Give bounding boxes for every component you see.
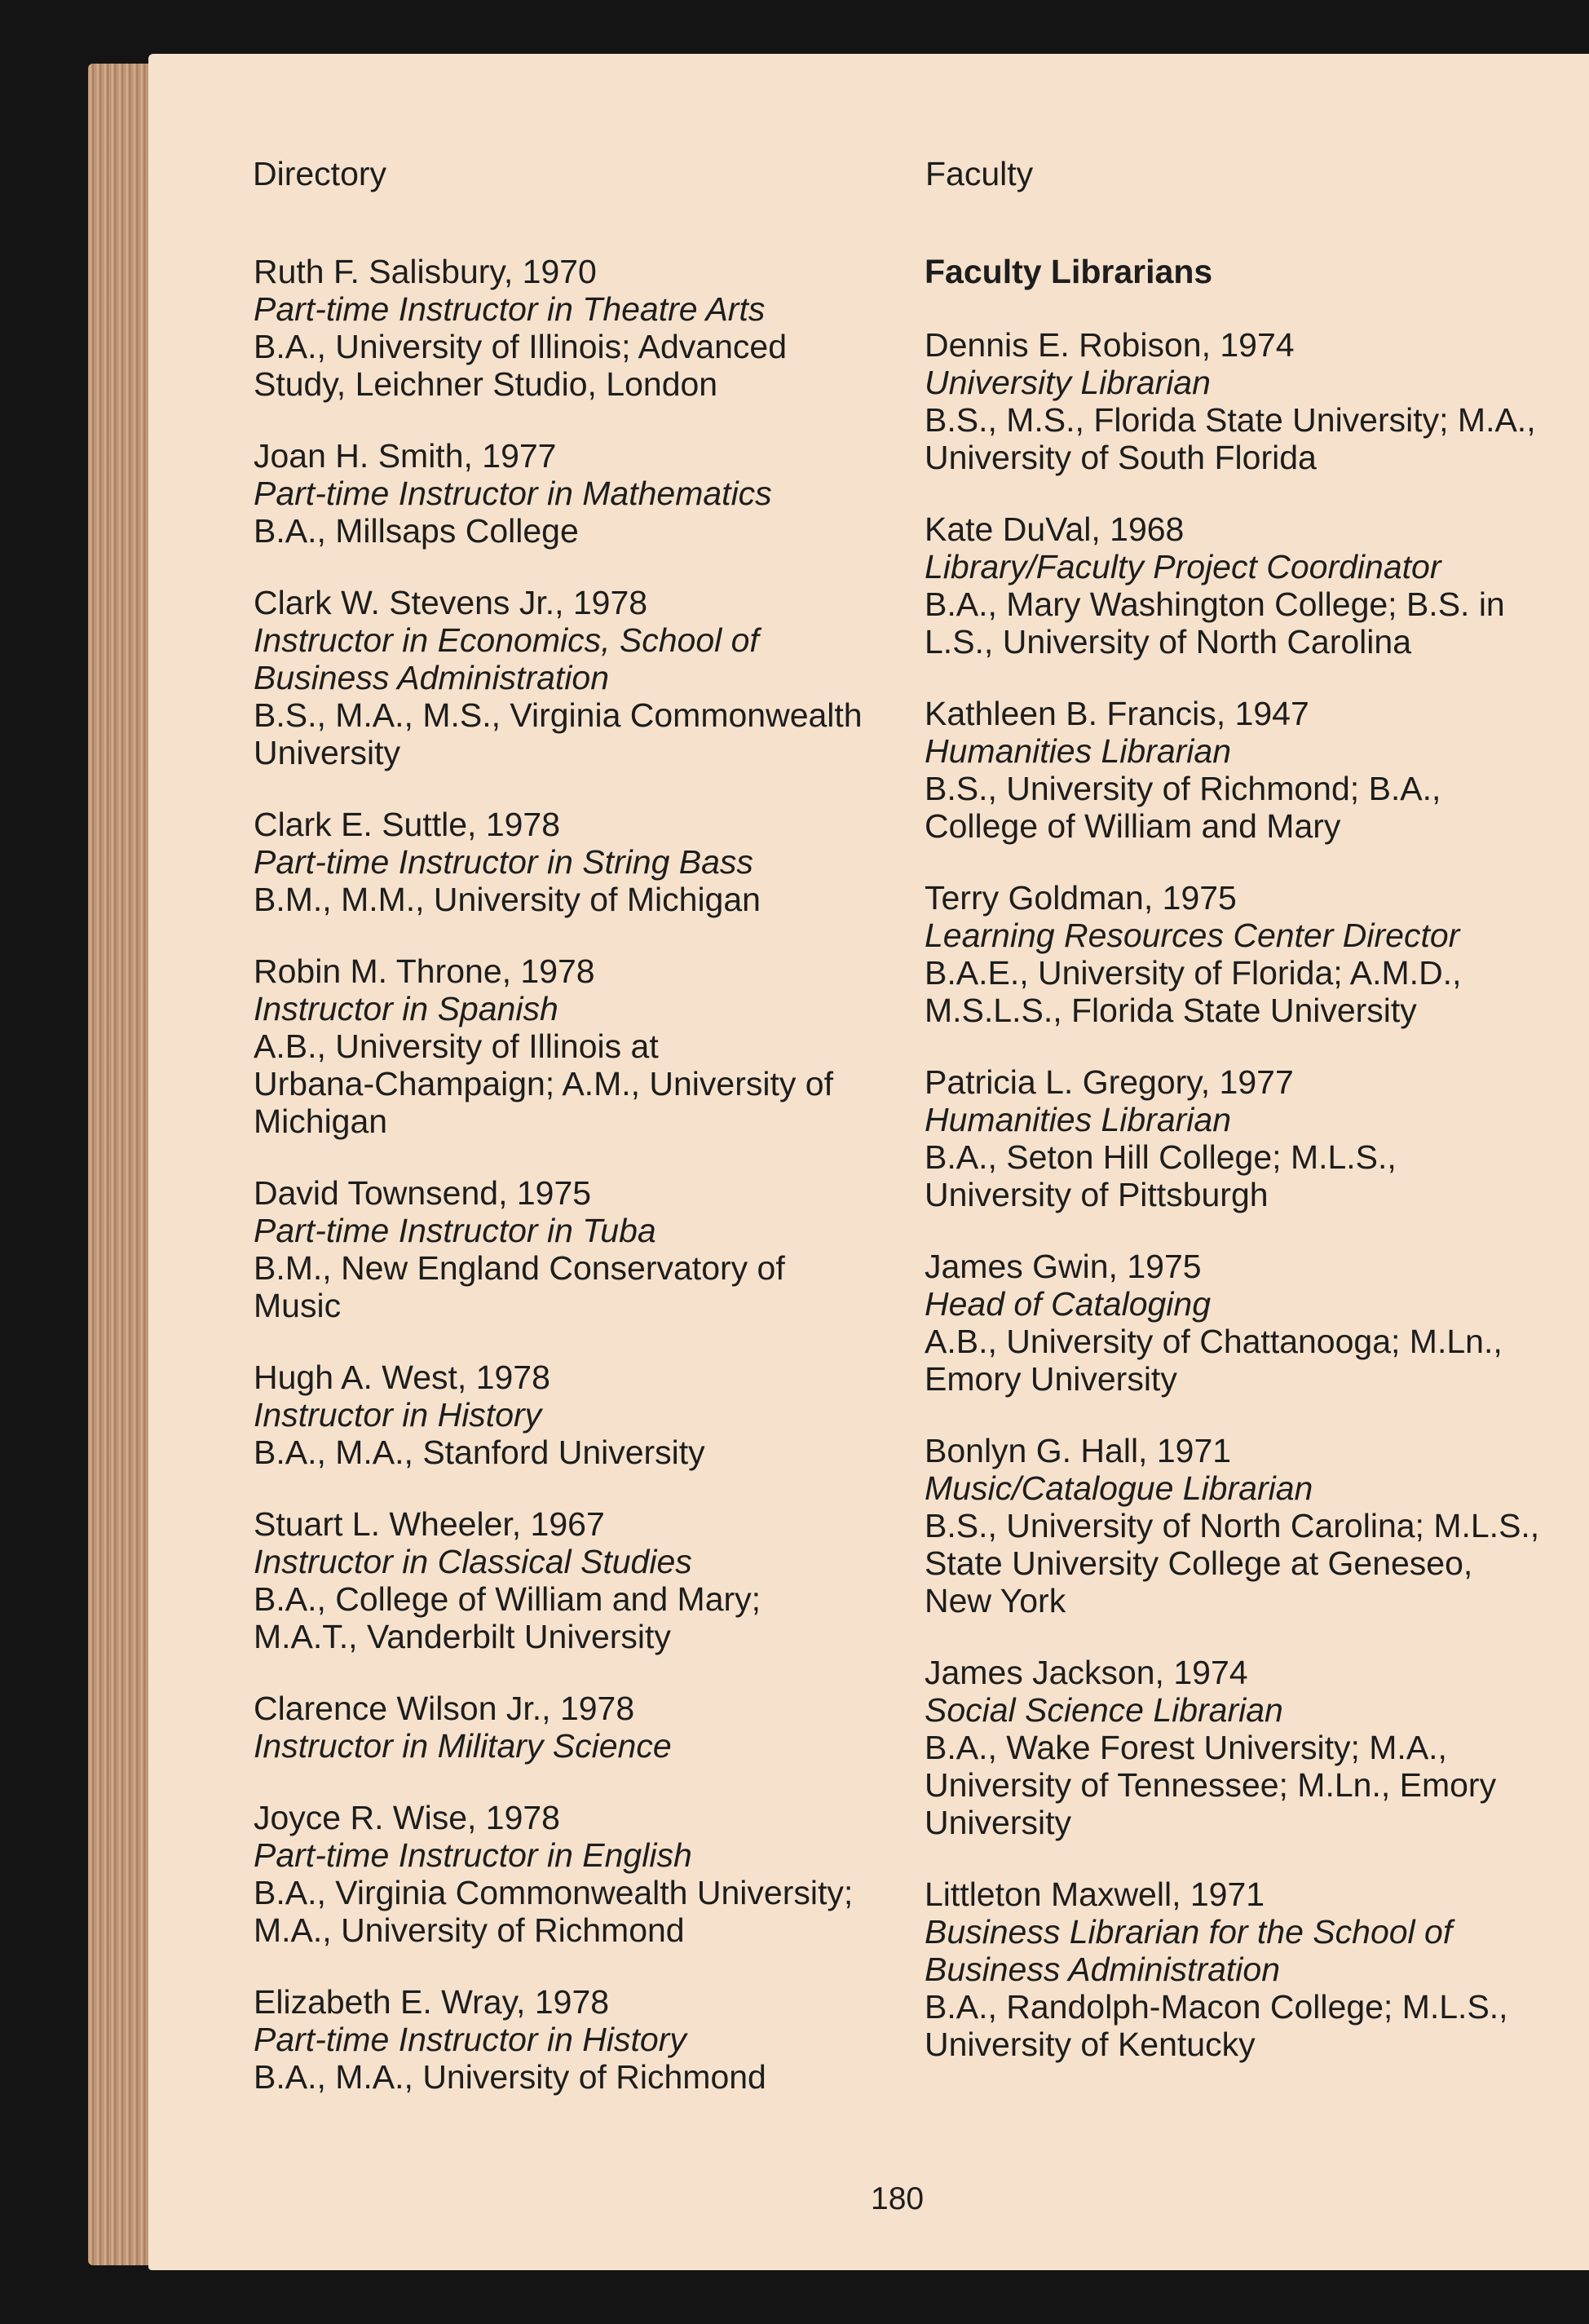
entry-name: Kathleen B. Francis, 1947 (925, 695, 1309, 732)
left-column (254, 253, 906, 2130)
entry-title: Business Administration (925, 1951, 1281, 1988)
entry-degree-line: L.S., University of North Carolina (925, 623, 1412, 661)
entry-degree-line: B.S., M.S., Florida State University; M.A., (925, 401, 1536, 439)
entry-name: James Gwin, 1975 (925, 1248, 1202, 1285)
entry-title: Social Science Librarian (925, 1691, 1283, 1729)
directory-entry (925, 326, 1577, 476)
entry-degree-line: Michigan (254, 1102, 388, 1140)
entry-name: Ruth F. Salisbury, 1970 (254, 253, 597, 290)
running-head-left: Directory (253, 155, 387, 192)
entry-degree-line: State University College at Geneseo, (925, 1544, 1473, 1582)
entry-title: Instructor in Military Science (254, 1727, 672, 1765)
entry-name: Patricia L. Gregory, 1977 (925, 1063, 1294, 1101)
entry-degree-line: University (925, 1804, 1071, 1841)
directory-entry (254, 1359, 906, 1471)
entry-degree-line: B.A., M.A., University of Richmond (254, 2058, 766, 2096)
entry-degree-line: Music (254, 1287, 342, 1324)
directory-entry (925, 695, 1577, 845)
entry-degree-line: B.A., College of William and Mary; (254, 1580, 761, 1618)
entry-degree-line: B.S., University of North Carolina; M.L.S., (925, 1507, 1540, 1544)
directory-entry (254, 1690, 906, 1765)
entry-degree-line: A.B., University of Chattanooga; M.Ln., (925, 1323, 1503, 1360)
entry-name: Clarence Wilson Jr., 1978 (254, 1690, 635, 1727)
directory-entry (254, 1983, 906, 2096)
directory-entry (254, 1174, 906, 1324)
entry-name: Clark W. Stevens Jr., 1978 (254, 584, 648, 621)
directory-entry (254, 437, 906, 550)
right-column (925, 253, 1577, 2097)
entry-degree-line: B.S., University of Richmond; B.A., (925, 770, 1441, 807)
entry-degree-line: B.A., Seton Hill College; M.L.S., (925, 1138, 1397, 1176)
directory-entry (925, 1432, 1577, 1619)
entry-degree-line: B.M., M.M., University of Michigan (254, 881, 761, 918)
page-number: 180 (871, 2181, 925, 2216)
entry-degree-line: College of William and Mary (925, 807, 1341, 845)
entry-name: Hugh A. West, 1978 (254, 1359, 550, 1396)
entry-title: Library/Faculty Project Coordinator (925, 548, 1441, 585)
entry-title: Part-time Instructor in English (254, 1836, 692, 1874)
entry-degree-line: University (254, 734, 400, 771)
entry-degree-line: A.B., University of Illinois at (254, 1027, 659, 1065)
entry-title: Instructor in Classical Studies (254, 1543, 692, 1580)
entry-degree-line: B.A., Millsaps College (254, 512, 579, 550)
entry-name: Robin M. Throne, 1978 (254, 952, 595, 990)
entry-degree-line: University of Tennessee; M.Ln., Emory (925, 1766, 1497, 1804)
entry-degree-line: Urbana-Champaign; A.M., University of (254, 1065, 833, 1102)
directory-entry (254, 806, 906, 918)
directory-entry (254, 1505, 906, 1655)
entry-degree-line: B.A., Wake Forest University; M.A., (925, 1729, 1447, 1766)
entry-degree-line: B.A., M.A., Stanford University (254, 1434, 705, 1471)
entry-degree-line: B.A., Randolph-Macon College; M.L.S., (925, 1988, 1508, 2026)
entry-title: Head of Cataloging (925, 1285, 1212, 1323)
entry-degree-line: University of Kentucky (925, 2026, 1256, 2063)
entry-name: Dennis E. Robison, 1974 (925, 326, 1295, 364)
entry-degree-line: Study, Leichner Studio, London (254, 365, 718, 403)
entry-degree-line: B.A., University of Illinois; Advanced (254, 328, 788, 365)
entry-name: Joyce R. Wise, 1978 (254, 1799, 560, 1836)
entry-degree-line: University of Pittsburgh (925, 1176, 1269, 1213)
entry-title: Instructor in Economics, School of (254, 621, 759, 659)
entry-degree-line: B.A., Virginia Commonwealth University; (254, 1874, 854, 1911)
entry-title: Instructor in Spanish (254, 990, 558, 1027)
entry-degree-line: B.A., Mary Washington College; B.S. in (925, 585, 1505, 623)
directory-entry (925, 510, 1577, 661)
entry-title: Part-time Instructor in Tuba (254, 1212, 656, 1249)
entry-title: Part-time Instructor in Mathematics (254, 475, 772, 512)
entry-title: Part-time Instructor in Theatre Arts (254, 290, 766, 328)
directory-entry (925, 1876, 1577, 2063)
entry-title: Humanities Librarian (925, 1101, 1232, 1138)
entry-name: Elizabeth E. Wray, 1978 (254, 1983, 610, 2021)
entry-name: David Townsend, 1975 (254, 1174, 592, 1212)
directory-entry (925, 879, 1577, 1029)
directory-entry (254, 584, 906, 771)
entry-degree-line: B.A.E., University of Florida; A.M.D., (925, 954, 1462, 992)
entry-degree-line: M.A.T., Vanderbilt University (254, 1618, 671, 1655)
entry-title: Business Librarian for the School of (925, 1913, 1453, 1951)
entry-title: Part-time Instructor in History (254, 2021, 686, 2058)
entry-degree-line: University of South Florida (925, 439, 1317, 476)
running-head-right: Faculty (925, 155, 1034, 192)
entry-title: University Librarian (925, 364, 1211, 401)
directory-entry (254, 952, 906, 1140)
directory-entry (254, 1799, 906, 1949)
entry-degree-line: B.S., M.A., M.S., Virginia Commonwealth (254, 696, 863, 734)
page-edges (88, 64, 153, 2265)
entry-name: Bonlyn G. Hall, 1971 (925, 1432, 1232, 1469)
entry-degree-line: Emory University (925, 1360, 1177, 1398)
section-heading: Faculty Librarians (925, 253, 1213, 290)
entry-name: Littleton Maxwell, 1971 (925, 1876, 1265, 1913)
entry-title: Learning Resources Center Director (925, 917, 1460, 954)
entry-name: Stuart L. Wheeler, 1967 (254, 1505, 605, 1543)
directory-entry (925, 1063, 1577, 1213)
entry-name: James Jackson, 1974 (925, 1654, 1248, 1691)
entry-title: Business Administration (254, 659, 610, 696)
entry-title: Instructor in History (254, 1396, 542, 1434)
directory-entry (925, 1248, 1577, 1398)
entry-degree-line: New York (925, 1582, 1066, 1619)
entry-name: Clark E. Suttle, 1978 (254, 806, 561, 843)
entry-name: Joan H. Smith, 1977 (254, 437, 557, 475)
entry-degree-line: M.A., University of Richmond (254, 1911, 685, 1949)
entry-name: Terry Goldman, 1975 (925, 879, 1237, 917)
entry-degree-line: B.M., New England Conservatory of (254, 1249, 785, 1287)
directory-entry (925, 1654, 1577, 1841)
entry-title: Humanities Librarian (925, 732, 1232, 770)
entry-title: Music/Catalogue Librarian (925, 1469, 1313, 1507)
entry-degree-line: M.S.L.S., Florida State University (925, 992, 1417, 1029)
entry-name: Kate DuVal, 1968 (925, 510, 1185, 548)
entry-title: Part-time Instructor in String Bass (254, 843, 753, 881)
directory-entry (254, 253, 906, 403)
